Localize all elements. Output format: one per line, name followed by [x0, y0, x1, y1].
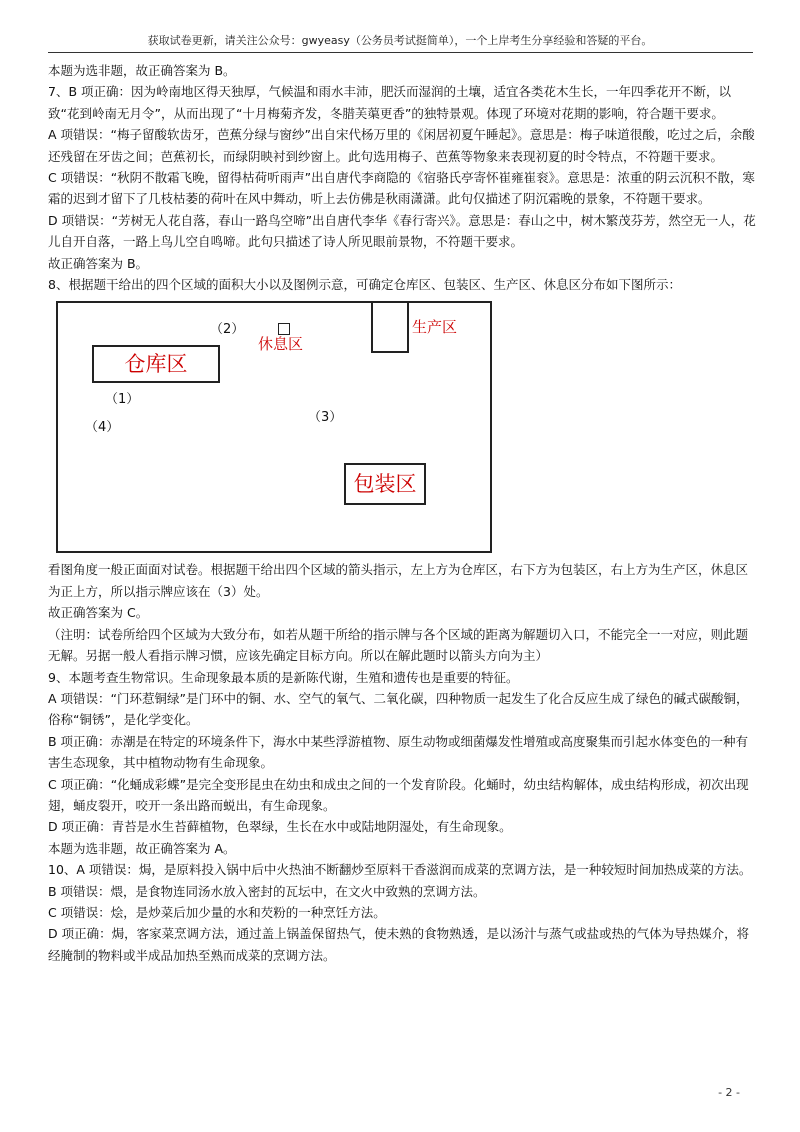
paragraph: 故正确答案为 C。 — [48, 605, 149, 621]
layout-diagram — [56, 301, 492, 553]
page-header — [0, 0, 800, 50]
paragraph: B 项错误：煨，是食物连同汤水放入密封的瓦坛中，在文火中致熟的烹调方法。 — [48, 883, 486, 899]
paragraph: 本题为选非题，故正确答案为 B。 — [48, 63, 236, 78]
document-body — [48, 60, 756, 966]
paragraph: （注明：试卷所给四个区域为大致分布，如若从题干所给的指示牌与各个区域的距离为解题切入口，不能完全一一对应，则此题无解。另据一般人看指示牌习惯，应该先确定目标方向。所以在解此题时以箭头方向为主） — [48, 626, 749, 664]
paragraph: A 项错误：“梅子留酸软齿牙，芭蕉分绿与窗纱”出自宋代杨万里的《闲居初夏午睡起》。意思是：梅子味道很酸，吃过之后，余酸还残留在牙齿之间；芭蕉初长，而绿阴映衬到纱窗上。此句选用梅子、芭蕉等物象来表现初夏的时令特点，不符题干要求。 — [48, 127, 755, 164]
page-number: - 2 - — [718, 1086, 740, 1099]
paragraph: 看图角度一般正面面对试卷。根据题干给出四个区域的箭头指示，左上方为仓库区，右下方为包装区，右上方为生产区，休息区为正上方，所以指示牌应该在（3）处。 — [48, 562, 749, 599]
warehouse-area: 仓库区 — [92, 345, 220, 383]
paragraph: 故正确答案为 B。 — [48, 255, 149, 271]
paragraph: 本题为选非题，故正确答案为 A。 — [48, 840, 236, 856]
packaging-area: 包装区 — [344, 463, 426, 505]
paragraph: A 项错误：“门环惹铜绿”是门环中的铜、水、空气的氧气、二氧化碳，四种物质一起发生了化合反应生成了绿色的碱式碳酸铜，俗称“铜锈”，是化学变化。 — [48, 690, 749, 728]
production-area-box — [371, 301, 409, 353]
paragraph: D 项正确：青苔是水生苔藓植物，色翠绿，生长在水中或陆地阴湿处，有生命现象。 — [48, 819, 512, 835]
paragraph: 10、A 项错误：焗，是原料投入锅中后中火热油不断翻炒至原料干香滋润而成菜的烹调方法，是一种较短时间加热成菜的方法。 — [48, 862, 752, 878]
paragraph: 9、本题考查生物常识。生命现象最本质的是新陈代谢，生殖和遗传也是重要的特征。 — [48, 669, 519, 685]
paragraph: D 项错误：“芳树无人花自落，春山一路鸟空啼”出自唐代李华《春行寄兴》。意思是：春山之中，树木繁茂芬芳，然空无一人，花儿自开自落，一路上鸟儿空自鸣啼。此句只描述了诗人所见眼前景物，不符题干要求。 — [48, 212, 756, 250]
paragraph: 7、B 项正确：因为岭南地区得天独厚，气候温和雨水丰沛，肥沃而湿润的土壤，适宜各类花木生长，一年四季花开不断，以致“花到岭南无月令”，从而出现了“十月梅菊齐发，冬腊芙蕖更香”的独特景观。体现了环境对花期的影响，符合题干要求。 — [48, 84, 732, 121]
paragraph: 8、根据题干给出的四个区域的面积大小以及图例示意，可确定仓库区、包装区、生产区、休息区分布如下图所示： — [48, 277, 681, 293]
paragraph: C 项正确：“化蛹成彩蝶”是完全变形昆虫在幼虫和成虫之间的一个发育阶段。化蛹时，幼虫结构解体，成虫结构形成，初次出现翅，蛹皮裂开，咬开一条出路而蜕出，有生命现象。 — [48, 776, 749, 813]
paragraph: C 项错误：烩，是炒菜后加少量的水和芡粉的一种烹饪方法。 — [48, 904, 386, 920]
paragraph: B 项正确：赤潮是在特定的环境条件下，海水中某些浮游植物、原生动物或细菌爆发性增殖或高度聚集而引起水体变色的一种有害生态现象，其中植物动物有生命现象。 — [48, 733, 749, 771]
header-divider — [48, 52, 753, 53]
position-marker-4: （4） — [85, 420, 120, 436]
position-marker-1: （1） — [105, 392, 140, 408]
rest-area-label: 休息区 — [258, 335, 304, 354]
paragraph: C 项错误：“秋阴不散霜飞晚，留得枯荷听雨声”出自唐代李商隐的《宿骆氏亭寄怀崔雍崔衮》。意思是：浓重的阴云沉积不散，寒霜的迟到才留下了几枝枯萎的荷叶在风中舞动，听上去仿佛是秋雨潇潇。此句仅描述了阴沉霜晚的景象，不符题干要求。 — [48, 170, 755, 207]
position-marker-2: （2） — [210, 322, 245, 338]
production-area-label: 生产区 — [412, 318, 458, 337]
position-marker-3: （3） — [308, 410, 343, 426]
paragraph: D 项正确：焗，客家菜烹调方法，通过盖上锅盖保留热气，使未熟的食物熟透，是以汤汁与蒸气或盐或热的气体为导热媒介，将经腌制的物料或半成品加热至熟而成菜的烹调方法。 — [48, 926, 750, 963]
header-text: 获取试卷更新，请关注公众号：gwyeasy（公务员考试挺简单），一个上岸考生分享经验和答疑的平台。 — [147, 34, 653, 47]
